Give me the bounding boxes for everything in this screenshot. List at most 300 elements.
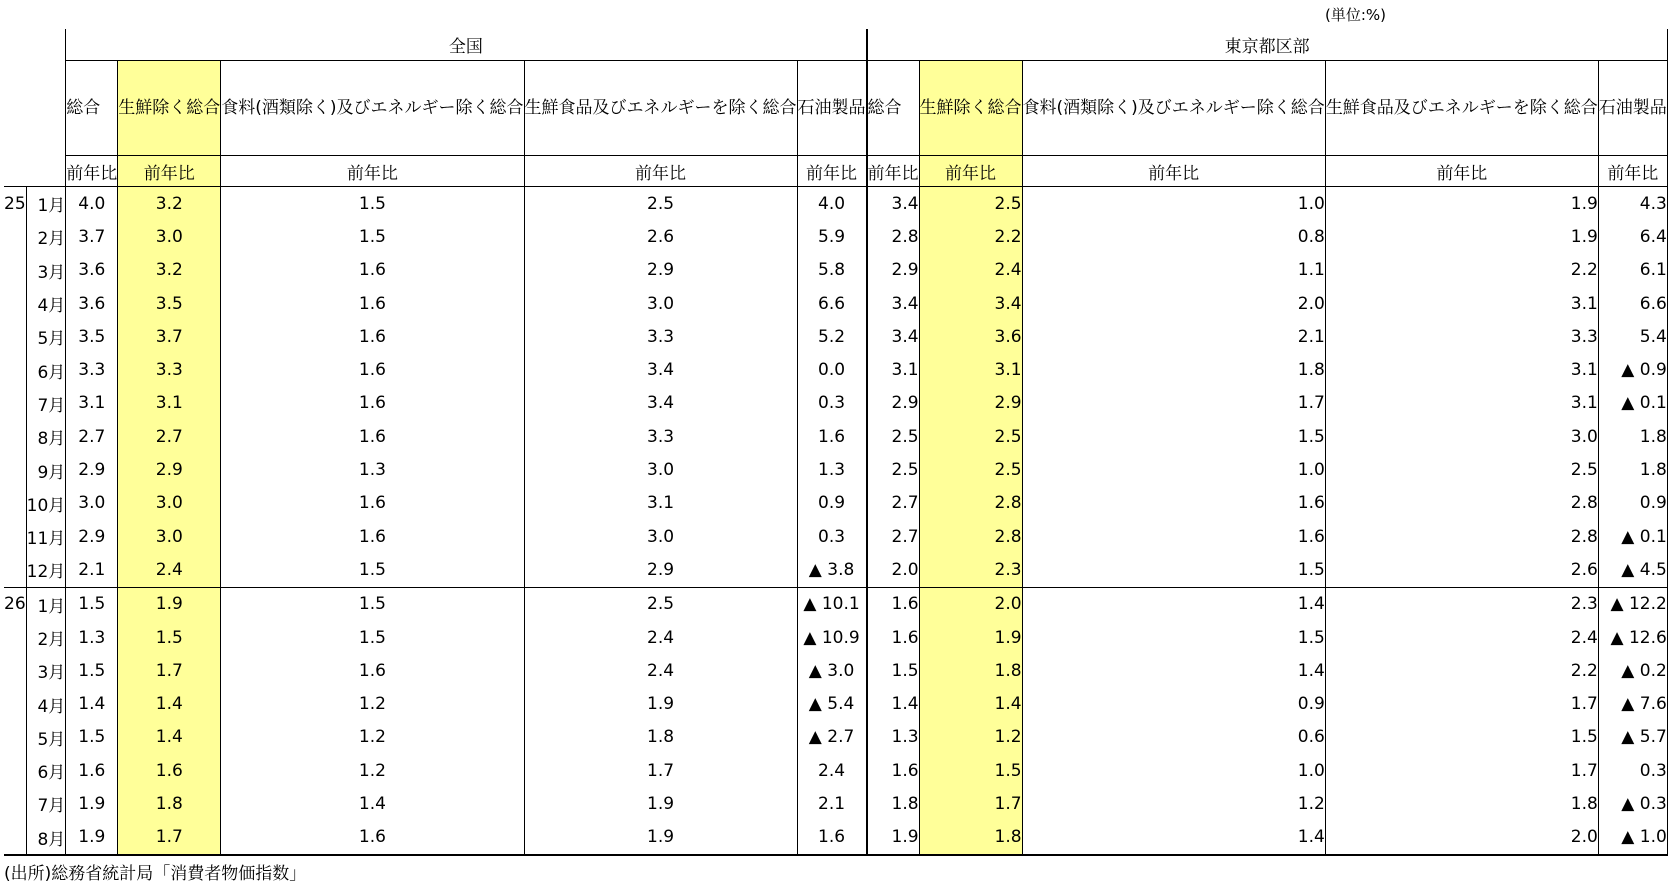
col-header-label: 生鮮食品及びエネルギーを除く総合 [1325,98,1598,118]
subheader-yoy: 前年比 [1325,156,1598,187]
national-value-cell: 1.6 [221,387,524,420]
table-row [4,787,1667,820]
month-cell: 12月 [26,562,66,583]
national-value-cell: 3.0 [524,520,797,553]
tokyo-value-cell: 1.0 [1022,453,1325,486]
month-cell: 2月 [37,630,66,650]
national-value-cell: 3.3 [524,320,797,353]
tokyo-value-cell: 1.2 [1022,787,1325,820]
tokyo-value-cell: 2.7 [867,520,920,553]
national-col-header-4 [524,61,797,156]
national-value-cell: 3.2 [118,254,221,287]
national-value-cell: 2.1 [66,553,118,587]
tokyo-value-cell: 1.5 [919,754,1022,787]
tokyo-value-cell: ▲ 0.9 [1598,353,1667,386]
tokyo-value-cell: 3.3 [1325,320,1598,353]
tokyo-value-cell: 0.9 [1598,487,1667,520]
table-row [4,721,1667,754]
national-value-cell: ▲ 10.1 [797,587,867,621]
national-value-cell: 1.4 [118,721,221,754]
tokyo-value-cell: 2.8 [1325,487,1598,520]
tokyo-value-cell: 6.6 [1598,287,1667,320]
national-value-cell: 2.9 [524,553,797,587]
national-value-cell: 3.6 [66,287,118,320]
year-cell [4,654,26,687]
national-value-cell: 6.6 [797,287,867,320]
month-cell: 5月 [37,729,66,750]
column-header-row [4,61,1667,156]
col-header-label: 生鮮除く総合 [919,98,1022,118]
tokyo-value-cell: 3.4 [919,287,1022,320]
national-value-cell: 3.6 [66,254,118,287]
tokyo-value-cell: ▲ 12.6 [1598,621,1667,654]
table-row [4,353,1667,386]
national-value-cell: 1.7 [118,821,221,855]
subheader-row [4,156,1667,187]
tokyo-value-cell: ▲ 0.1 [1598,387,1667,420]
col-header-label: 食料(酒類除く)及びエネルギー除く総合 [221,98,524,118]
tokyo-value-cell: 2.5 [919,420,1022,453]
national-value-cell: 3.7 [66,220,118,253]
year-cell [4,487,26,520]
national-value-cell: 1.9 [524,787,797,820]
month-cell: 3月 [37,663,66,684]
national-value-cell: 1.9 [118,587,221,621]
national-value-cell: 1.8 [524,721,797,754]
month-cell: 5月 [37,329,66,350]
national-value-cell: 1.5 [221,553,524,587]
tokyo-value-cell: 1.4 [1022,654,1325,687]
national-value-cell: 3.0 [524,453,797,486]
table-row [4,387,1667,420]
month-cell: 1月 [37,196,66,217]
tokyo-value-cell: 3.1 [1325,387,1598,420]
tokyo-value-cell: 0.6 [1022,721,1325,754]
tokyo-value-cell: 1.9 [1325,187,1598,221]
national-value-cell: 1.5 [66,654,118,687]
national-value-cell: 3.1 [66,387,118,420]
tokyo-value-cell: 1.2 [919,721,1022,754]
tokyo-value-cell: 1.8 [1325,787,1598,820]
tokyo-value-cell: 1.6 [867,754,920,787]
tokyo-value-cell: 1.8 [1598,420,1667,453]
tokyo-value-cell: ▲ 1.0 [1598,821,1667,855]
tokyo-value-cell: 2.2 [1325,654,1598,687]
national-value-cell: 1.8 [118,787,221,820]
subheader-yoy: 前年比 [66,156,118,187]
national-value-cell: 2.4 [118,553,221,587]
tokyo-value-cell: 1.4 [867,687,920,720]
tokyo-value-cell: 3.1 [867,353,920,386]
national-value-cell: 2.5 [524,187,797,221]
month-cell: 6月 [37,763,66,784]
subheader-yoy: 前年比 [1022,156,1325,187]
national-value-cell: 1.3 [221,453,524,486]
tokyo-value-cell: 2.2 [919,220,1022,253]
tokyo-value-cell: 2.8 [919,487,1022,520]
national-value-cell: 1.9 [66,821,118,855]
table-row [4,553,1667,587]
national-value-cell: 0.9 [797,487,867,520]
year-cell [4,787,26,820]
national-value-cell: 2.9 [524,254,797,287]
tokyo-value-cell: 2.5 [867,420,920,453]
month-cell: 10月 [26,495,66,516]
tokyo-value-cell: 1.9 [919,621,1022,654]
national-value-cell: 1.2 [221,721,524,754]
tokyo-value-cell: 3.1 [919,353,1022,386]
month-cell: 2月 [37,229,66,250]
tokyo-value-cell: ▲ 0.2 [1598,654,1667,687]
year-cell: 26 [4,587,26,621]
national-value-cell: 1.6 [797,420,867,453]
tokyo-value-cell: 2.0 [919,587,1022,621]
table-row [4,254,1667,287]
cpi-table [4,29,1668,856]
subheader-yoy: 前年比 [867,156,920,187]
national-value-cell: 2.4 [797,754,867,787]
year-cell [4,254,26,287]
table-row [4,220,1667,253]
tokyo-value-cell: 1.8 [1598,453,1667,486]
tokyo-value-cell: 2.5 [867,453,920,486]
national-value-cell: 1.2 [221,754,524,787]
tokyo-value-cell: ▲ 0.1 [1598,520,1667,553]
tokyo-value-cell: 6.4 [1598,220,1667,253]
national-value-cell: ▲ 3.8 [797,553,867,587]
tokyo-col-header-1 [867,61,920,156]
tokyo-value-cell: 2.5 [1325,453,1598,486]
tokyo-value-cell: 2.9 [919,387,1022,420]
table-row [4,287,1667,320]
national-value-cell: 4.0 [797,187,867,221]
national-value-cell: 1.6 [221,287,524,320]
table-header [4,29,1667,187]
tokyo-value-cell: 1.6 [1022,520,1325,553]
national-value-cell: 3.4 [524,387,797,420]
national-value-cell: 1.6 [221,654,524,687]
national-value-cell: 3.7 [118,320,221,353]
tokyo-value-cell: 3.1 [1325,287,1598,320]
year-cell [4,420,26,453]
tokyo-value-cell: 2.8 [919,520,1022,553]
national-value-cell: 3.1 [118,387,221,420]
national-value-cell: 1.6 [797,821,867,855]
national-col-header-5 [797,61,867,156]
col-header-label: 総合 [66,98,101,118]
table-row [4,320,1667,353]
subheader-yoy: 前年比 [524,156,797,187]
month-cell: 6月 [37,362,66,383]
national-value-cell: 3.0 [524,287,797,320]
national-value-cell: ▲ 5.4 [797,687,867,720]
year-cell [4,621,26,654]
national-value-cell: 2.7 [118,420,221,453]
national-value-cell: 1.5 [221,621,524,654]
table-body [4,187,1667,855]
national-value-cell: 1.6 [118,754,221,787]
tokyo-value-cell: 0.9 [1022,687,1325,720]
tokyo-value-cell: 5.4 [1598,320,1667,353]
col-header-label: 生鮮除く総合 [118,98,221,118]
tokyo-value-cell: 2.5 [919,187,1022,221]
national-value-cell: 1.6 [221,520,524,553]
tokyo-value-cell: 1.6 [867,587,920,621]
tokyo-value-cell: 2.2 [1325,254,1598,287]
month-cell: 7月 [37,395,66,416]
national-value-cell: 3.5 [118,287,221,320]
national-value-cell: 1.5 [118,621,221,654]
tokyo-value-cell: 1.6 [867,621,920,654]
national-value-cell: ▲ 3.0 [797,654,867,687]
national-col-header-1 [66,61,118,156]
national-value-cell: 3.4 [524,353,797,386]
tokyo-value-cell: 1.6 [1022,487,1325,520]
national-value-cell: 0.3 [797,520,867,553]
national-value-cell: 5.8 [797,254,867,287]
tokyo-value-cell: 3.0 [1325,420,1598,453]
tokyo-value-cell: 1.1 [1022,254,1325,287]
national-value-cell: 3.0 [118,487,221,520]
tokyo-value-cell: 3.1 [1325,353,1598,386]
tokyo-value-cell: 3.4 [867,320,920,353]
national-value-cell: 3.0 [66,487,118,520]
national-value-cell: 1.5 [66,587,118,621]
year-cell [4,553,26,587]
tokyo-value-cell: 4.3 [1598,187,1667,221]
tokyo-value-cell: 1.4 [919,687,1022,720]
tokyo-value-cell: 1.9 [1325,220,1598,253]
table-row [4,487,1667,520]
national-value-cell: 3.0 [118,220,221,253]
year-cell: 25 [4,187,26,221]
tokyo-col-header-3 [1022,61,1325,156]
national-value-cell: 5.2 [797,320,867,353]
table-row [4,187,1667,221]
tokyo-value-cell: 1.5 [1325,721,1598,754]
tokyo-value-cell: 1.9 [867,821,920,855]
national-value-cell: 1.4 [221,787,524,820]
national-value-cell: 1.9 [524,687,797,720]
year-cell [4,353,26,386]
tokyo-value-cell: 2.3 [919,553,1022,587]
tokyo-value-cell: 0.8 [1022,220,1325,253]
tokyo-col-header-4 [1325,61,1598,156]
subheader-yoy: 前年比 [797,156,867,187]
national-value-cell: 0.0 [797,353,867,386]
table-row [4,420,1667,453]
tokyo-value-cell: 1.8 [919,821,1022,855]
month-cell: 8月 [26,821,66,855]
national-value-cell: 1.5 [66,721,118,754]
tokyo-value-cell: 1.7 [1022,387,1325,420]
national-value-cell: 1.5 [221,587,524,621]
national-value-cell: 2.9 [66,453,118,486]
year-cell [4,453,26,486]
national-value-cell: 2.9 [118,453,221,486]
national-value-cell: 3.0 [118,520,221,553]
month-cell: 4月 [37,296,66,317]
col-header-label: 石油製品 [797,98,866,118]
table-row [4,587,1667,621]
tokyo-value-cell: 1.4 [1022,587,1325,621]
national-value-cell: 2.7 [66,420,118,453]
national-value-cell: 2.4 [524,654,797,687]
tokyo-value-cell: 2.7 [867,487,920,520]
tokyo-value-cell: 3.4 [867,287,920,320]
national-value-cell: 1.6 [221,821,524,855]
tokyo-value-cell: 2.8 [867,220,920,253]
month-cell: 4月 [37,696,66,717]
national-value-cell: 1.4 [66,687,118,720]
subheader-yoy: 前年比 [919,156,1022,187]
tokyo-value-cell: ▲ 7.6 [1598,687,1667,720]
subheader-yoy: 前年比 [1598,156,1667,187]
national-value-cell: 5.9 [797,220,867,253]
year-cell [4,687,26,720]
tokyo-value-cell: 1.8 [1022,353,1325,386]
national-col-header-3 [221,61,524,156]
group-header-row [4,29,1667,61]
tokyo-value-cell: 2.0 [1325,821,1598,855]
tokyo-value-cell: 1.8 [867,787,920,820]
national-value-cell: 1.6 [221,254,524,287]
national-value-cell: 1.9 [524,821,797,855]
national-value-cell: 3.5 [66,320,118,353]
month-cell: 1月 [26,587,66,621]
national-value-cell: 1.3 [797,453,867,486]
national-value-cell: 1.9 [66,787,118,820]
year-cell [4,287,26,320]
tokyo-value-cell: 1.5 [867,654,920,687]
table-row [4,520,1667,553]
national-value-cell: 1.6 [66,754,118,787]
national-value-cell: 1.6 [221,353,524,386]
table-row [4,821,1667,855]
year-cell [4,520,26,553]
tokyo-value-cell: 1.3 [867,721,920,754]
tokyo-value-cell: 2.0 [1022,287,1325,320]
tokyo-value-cell: 1.7 [1325,754,1598,787]
tokyo-value-cell: 3.6 [919,320,1022,353]
national-value-cell: 3.2 [118,187,221,221]
col-header-label: 生鮮食品及びエネルギーを除く総合 [524,98,797,118]
subheader-yoy: 前年比 [118,156,221,187]
source-note: (出所)総務省統計局「消費者物価指数」 [4,864,307,884]
national-value-cell: 1.3 [66,621,118,654]
national-value-cell: 2.4 [524,621,797,654]
table-row [4,654,1667,687]
tokyo-value-cell: 2.9 [867,387,920,420]
national-value-cell: 1.6 [221,320,524,353]
national-value-cell: 3.3 [66,353,118,386]
tokyo-value-cell: 2.0 [867,553,920,587]
national-value-cell: 1.5 [221,187,524,221]
tokyo-col-header-5 [1598,61,1667,156]
year-cell [4,821,26,855]
tokyo-value-cell: 1.7 [919,787,1022,820]
national-value-cell: 2.9 [66,520,118,553]
month-cell: 3月 [37,262,66,283]
tokyo-value-cell: 1.0 [1022,754,1325,787]
tokyo-value-cell: ▲ 4.5 [1598,553,1667,587]
year-cell [4,721,26,754]
tokyo-value-cell: 3.4 [867,187,920,221]
national-value-cell: 0.3 [797,387,867,420]
month-cell: 7月 [37,796,66,817]
col-header-label: 総合 [867,98,902,118]
year-cell [4,387,26,420]
tokyo-value-cell: 1.5 [1022,553,1325,587]
tokyo-value-cell: 2.8 [1325,520,1598,553]
tokyo-value-cell: 1.8 [919,654,1022,687]
tokyo-value-cell: 1.7 [1325,687,1598,720]
table-row [4,687,1667,720]
year-cell [4,220,26,253]
table-row [4,621,1667,654]
group-national: 全国 [66,29,867,61]
col-header-label: 石油製品 [1598,98,1667,118]
tokyo-value-cell: 1.0 [1022,187,1325,221]
tokyo-value-cell: 2.3 [1325,587,1598,621]
subheader-yoy: 前年比 [221,156,524,187]
tokyo-value-cell: 2.9 [867,254,920,287]
unit-label: (単位:%) [1324,6,1386,24]
tokyo-value-cell: 2.6 [1325,553,1598,587]
national-value-cell: 1.6 [221,420,524,453]
table-row [4,754,1667,787]
table-row [4,453,1667,486]
tokyo-value-cell: 2.4 [1325,621,1598,654]
corner-cell [4,29,66,187]
national-value-cell: ▲ 2.7 [797,721,867,754]
year-cell [4,320,26,353]
group-tokyo: 東京都区部 [867,29,1668,61]
year-cell [4,754,26,787]
national-value-cell: 2.5 [524,587,797,621]
col-header-label: 食料(酒類除く)及びエネルギー除く総合 [1022,98,1325,118]
tokyo-value-cell: 1.5 [1022,621,1325,654]
national-value-cell: ▲ 10.9 [797,621,867,654]
national-value-cell: 1.7 [118,654,221,687]
month-cell: 11月 [26,529,66,550]
tokyo-value-cell: 0.3 [1598,754,1667,787]
national-value-cell: 1.6 [221,487,524,520]
tokyo-value-cell: 2.1 [1022,320,1325,353]
national-value-cell: 1.2 [221,687,524,720]
national-value-cell: 1.7 [524,754,797,787]
tokyo-value-cell: 6.1 [1598,254,1667,287]
national-value-cell: 1.4 [118,687,221,720]
national-value-cell: 1.5 [221,220,524,253]
tokyo-value-cell: ▲ 5.7 [1598,721,1667,754]
national-value-cell: 2.1 [797,787,867,820]
national-value-cell: 3.3 [118,353,221,386]
tokyo-col-header-2 [919,61,1022,156]
national-value-cell: 2.6 [524,220,797,253]
month-cell: 8月 [37,429,66,450]
national-value-cell: 3.1 [524,487,797,520]
national-col-header-2 [118,61,221,156]
tokyo-value-cell: ▲ 0.3 [1598,787,1667,820]
tokyo-value-cell: 1.5 [1022,420,1325,453]
month-cell: 9月 [37,462,66,483]
tokyo-value-cell: 2.4 [919,254,1022,287]
tokyo-value-cell: ▲ 12.2 [1598,587,1667,621]
national-value-cell: 3.3 [524,420,797,453]
tokyo-value-cell: 2.5 [919,453,1022,486]
national-value-cell: 4.0 [66,187,118,221]
